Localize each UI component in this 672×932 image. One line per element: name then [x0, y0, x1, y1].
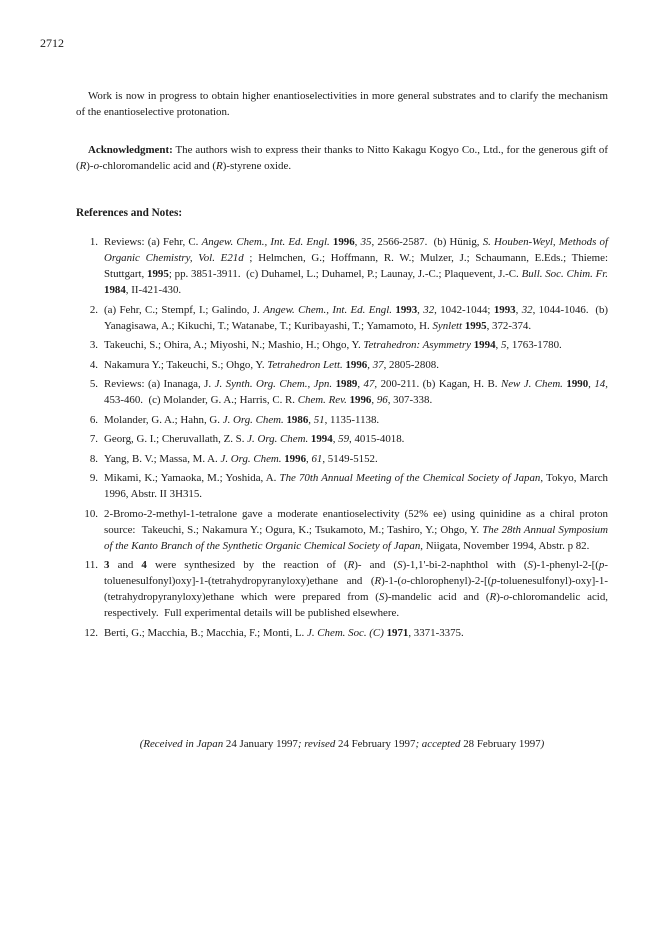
reference-number: 4. [89, 358, 98, 371]
received-dates [76, 738, 608, 750]
page-number: 2712 [40, 36, 64, 50]
reference-item [76, 302, 608, 334]
closing-paragraph: Work is now in progress to obtain higher enantioselectivities in more general substrates and to clarify the mechanism of the enantioselective protonation. [76, 90, 608, 118]
reference-text: Reviews: (a) Inanaga, J. J. Synth. Org. Chem., Jpn. 1989, 47, 200-211. (b) Kagan, H. B. New J. Chem. 1990, 14, 453-460. (c) Molander, G. A.; Harris, C. R. Chem. Rev. 1996, 96, 307-338. [104, 378, 608, 406]
reference-item [76, 431, 608, 447]
references-heading: References and Notes: [76, 207, 183, 219]
reference-text: Nakamura Y.; Takeuchi, S.; Ohgo, Y. Tetrahedron Lett. 1996, 37, 2805-2808. [104, 358, 439, 371]
reference-item [76, 506, 608, 554]
reference-item [76, 376, 608, 408]
reference-item [76, 470, 608, 502]
accepted-label: ; accepted [415, 738, 464, 750]
reference-text: 2-Bromo-2-methyl-1-tetralone gave a moderate enantioselectivity (52% ee) using quinidine as a chiral proton source: Takeuchi, S.; Nakamura Y.; Ogura, K.; Tsukamoto, M.; Tashiro, Y.; Ohgo, Y. The 28th Annual Symposium of the Kanto Branch of the Synthetic Organic Chemical Society of Japan, Niigata, November 1994, Abstr. p 82. [104, 507, 608, 552]
reference-item [76, 412, 608, 428]
reference-text: (a) Fehr, C.; Stempf, I.; Galindo, J. Angew. Chem., Int. Ed. Engl. 1993, 32, 1042-1044; 1993, 32, 1044-1046. (b) Yanagisawa, A.; Kikuchi, T.; Watanabe, T.; Kuribayashi, T.; Yamamoto, H. Synlett 1995, 372-374. [104, 303, 609, 332]
accepted-date: 28 February 1997 [463, 738, 541, 750]
acknowledgment-text: )-styrene oxide. [222, 160, 292, 172]
received-date: 24 January 1997 [225, 738, 298, 750]
stereo-descriptor: R [79, 160, 87, 172]
reference-text: Molander, G. A.; Hahn, G. J. Org. Chem. 1986, 51, 1135-1138. [104, 413, 380, 426]
revised-label: ; revised [297, 738, 338, 750]
reference-number: 11. [84, 559, 98, 571]
reference-number: 10. [84, 507, 98, 520]
reference-number: 5. [89, 378, 98, 390]
acknowledgment-paragraph [76, 142, 608, 174]
reference-item [76, 625, 608, 641]
reference-text: Berti, G.; Macchia, B.; Macchia, F.; Monti, L. J. Chem. Soc. (C) 1971, 3371-3375. [104, 626, 464, 639]
acknowledgment-label: Acknowledgment: [88, 144, 173, 156]
page-body [76, 88, 608, 644]
reference-number: 3. [89, 339, 98, 351]
reference-item [76, 557, 608, 621]
reference-text: Reviews: (a) Fehr, C. Angew. Chem., Int. Ed. Engl. 1996, 35, 2566-2587. (b) Hünig, S. Houben-Weyl, Methods of Organic Chemistry, Vol. E21d ; Helmchen, G.; Hoffmann, R. W.; Mulzer, J.; Schaumann, E.Eds.; Thieme: Stuttgart, 1995; pp. 3851-3911. (c) Duhamel, L.; Duhamel, P.; Launay, J.-C.; Plaquevent, J.-C. Bull. Soc. Chim. Fr. 1984, II-421-430. [104, 236, 608, 296]
reference-list [76, 234, 608, 641]
reference-item [76, 357, 608, 373]
acknowledgment-text: )- [86, 160, 94, 172]
reference-number: 9. [89, 472, 98, 484]
reference-text: Georg, G. I.; Cheruvallath, Z. S. J. Org. Chem. 1994, 59, 4015-4018. [104, 433, 405, 445]
reference-number: 8. [89, 452, 98, 465]
reference-number: 7. [89, 433, 98, 445]
reference-number: 12. [84, 626, 98, 639]
acknowledgment-text: -chloromandelic acid and ( [99, 160, 217, 172]
reference-text: Yang, B. V.; Massa, M. A. J. Org. Chem. 1996, 61, 5149-5152. [104, 452, 378, 465]
reference-item [76, 451, 608, 467]
reference-item [76, 234, 608, 298]
revised-date: 24 February 1997 [338, 738, 416, 750]
reference-number: 1. [89, 236, 98, 248]
reference-number: 6. [89, 413, 98, 426]
ortho-prefix: o [93, 160, 100, 172]
reference-number: 2. [89, 303, 98, 316]
reference-text: Takeuchi, S.; Ohira, A.; Miyoshi, N.; Mashio, H.; Ohgo, Y. Tetrahedron: Asymmetry 1994, 5, 1763-1780. [104, 339, 562, 351]
reference-text: Mikami, K.; Yamaoka, M.; Yoshida, A. The 70th Annual Meeting of the Chemical Society of Japan, Tokyo, March 1996, Abstr. II 3H315. [104, 472, 608, 500]
stereo-descriptor: R [216, 160, 223, 172]
reference-text: 3 and 4 were synthesized by the reaction of (R)- and (S)-1,1'-bi-2-naphthol with (S)-1-phenyl-2-[(p-toluenesulfonyl)oxy]-1-(tetrahydropyranyloxy)ethane and (R)-1-(o-chlorophenyl)-2-[(p-toluenesulfonyl)-oxy]-1-(tetrahydropyranyloxy)ethane which were prepared from (S)-mandelic acid and (R)-o-chloromandelic acid, respectively. Full experimental details will be published elsewhere. [104, 559, 609, 619]
received-close: ) [540, 738, 545, 750]
reference-item [76, 337, 608, 353]
acknowledgment-text: The authors wish to express their thanks to Nitto Kakagu Kogyo Co., Ltd., for the generous gift of ( [76, 144, 608, 172]
received-label: (Received in Japan [139, 738, 226, 750]
